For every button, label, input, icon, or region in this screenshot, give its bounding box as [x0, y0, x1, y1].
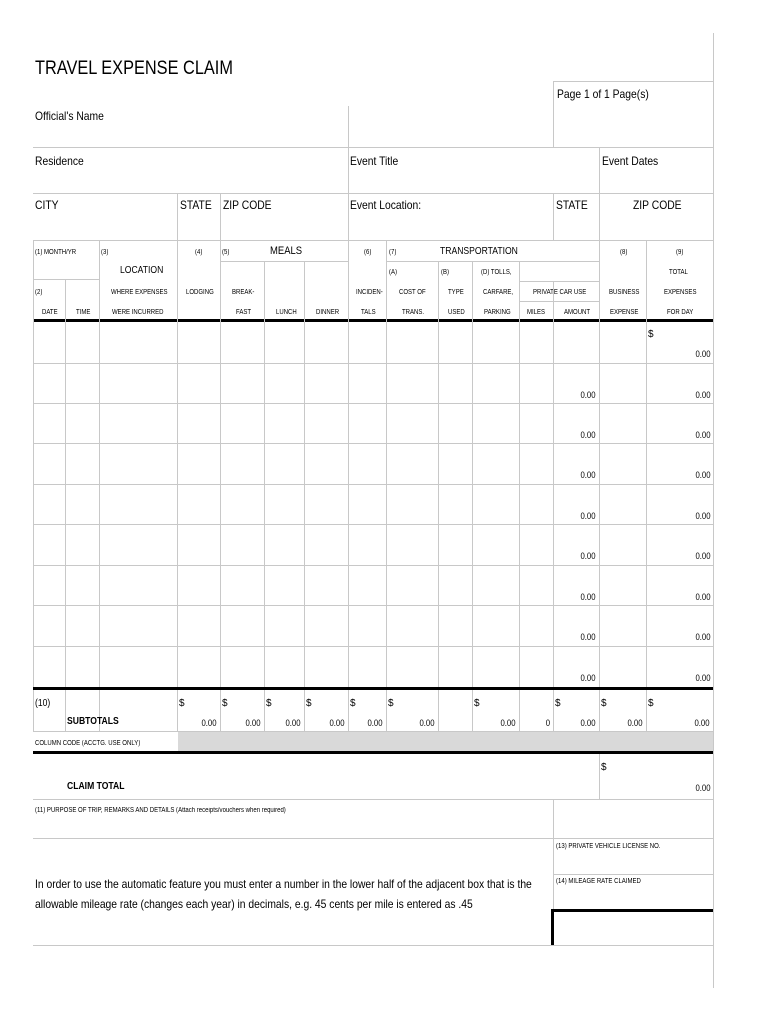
divider [348, 193, 349, 240]
instruction-line-1: In order to use the automatic feature you must enter a number in the lower half of the adjacent box that is the [35, 877, 532, 891]
divider [177, 193, 178, 240]
table-row[interactable] [33, 443, 713, 483]
mileage-input-edge [551, 909, 554, 945]
header-meals: MEALS [270, 245, 303, 257]
row-car-amount: 0.00 [580, 430, 596, 440]
mileage-rate-input[interactable] [556, 912, 711, 944]
row-total-for-day: 0.00 [695, 349, 711, 359]
header-n9: (9) [676, 249, 684, 256]
divider [33, 799, 713, 800]
header-n6: (6) [364, 249, 372, 256]
subtotal-dollar-sign: $ [179, 698, 185, 709]
subtotal-amount: 0.00 [580, 718, 596, 728]
row-car-amount: 0.00 [580, 673, 596, 683]
subtotal-business: 0.00 [627, 718, 643, 728]
row-total-for-day: 0.00 [695, 632, 711, 642]
state-label: STATE [180, 198, 212, 212]
table-row[interactable] [33, 605, 713, 645]
subtotal-total: 0.00 [694, 718, 710, 728]
claim-dollar: $ [601, 762, 607, 773]
row-car-amount: 0.00 [580, 551, 596, 561]
divider [33, 945, 713, 946]
divider [553, 193, 554, 240]
table-row[interactable] [33, 524, 713, 564]
header-lodging: LODGING [186, 289, 214, 296]
divider [519, 281, 599, 282]
row-total-for-day: 0.00 [695, 511, 711, 521]
header-lunch: LUNCH [276, 309, 297, 316]
residence-label: Residence [35, 154, 84, 168]
header-type: TYPE [448, 289, 464, 296]
divider [33, 193, 713, 194]
divider [553, 81, 554, 147]
header-dinner: DINNER [316, 309, 340, 316]
subtotal-dollar-sign: $ [648, 698, 654, 709]
subtotal-dinner: 0.00 [329, 718, 345, 728]
header-fast: FAST [236, 309, 252, 316]
officials-name-label: Official's Name [35, 109, 104, 123]
table-row[interactable] [33, 403, 713, 443]
table-row[interactable] [33, 322, 713, 362]
zip-code-label: ZIP CODE [223, 198, 272, 212]
header-inciden: INCIDEN- [356, 289, 383, 296]
subtotal-dollar-sign: $ [306, 698, 312, 709]
row-car-amount: 0.00 [580, 390, 596, 400]
column-code-rule [33, 751, 713, 754]
row-dollar-sign: $ [648, 329, 654, 340]
divider [220, 193, 221, 240]
header-cost-of: COST OF [399, 289, 426, 296]
header-n5: (5) [222, 249, 230, 256]
header-trans: TRANS. [402, 309, 425, 316]
header-date: DATE [42, 309, 58, 316]
header-n7: (7) [389, 249, 397, 256]
subtotal-tolls: 0.00 [500, 718, 516, 728]
subtotal-dollar-sign: $ [350, 698, 356, 709]
license-label: (13) PRIVATE VEHICLE LICENSE NO. [556, 843, 661, 850]
header-parking: PARKING [484, 309, 511, 316]
header-where-expenses: WHERE EXPENSES [111, 289, 168, 296]
divider [599, 754, 600, 800]
row-car-amount: 0.00 [580, 511, 596, 521]
header-n8: (8) [620, 249, 628, 256]
header-private-car-use: PRIVATE CAR USE [533, 289, 587, 296]
mileage-label: (14) MILEAGE RATE CLAIMED [556, 878, 641, 885]
header-used: USED [448, 309, 465, 316]
header-expenses: EXPENSES [664, 289, 697, 296]
row-total-for-day: 0.00 [695, 551, 711, 561]
divider [33, 147, 713, 148]
header-carfare: CARFARE, [483, 289, 514, 296]
city-label: CITY [35, 198, 59, 212]
divider [33, 279, 99, 280]
divider [348, 147, 349, 193]
header-d-tolls: (D) TOLLS, [481, 269, 512, 276]
row-car-amount: 0.00 [580, 592, 596, 602]
subtotal-dollar-sign: $ [601, 698, 607, 709]
subtotal-dollar-sign: $ [266, 698, 272, 709]
divider [599, 147, 600, 193]
header-business: BUSINESS [609, 289, 640, 296]
divider [599, 193, 600, 240]
row-total-for-day: 0.00 [695, 390, 711, 400]
instruction-line-2: allowable mileage rate (changes each year) in decimals, e.g. 45 cents per mile is entered as .45 [35, 897, 473, 911]
row-total-for-day: 0.00 [695, 592, 711, 602]
header-n2: (2) [35, 289, 43, 296]
event-location-label: Event Location: [350, 198, 422, 212]
page-edge [713, 33, 714, 988]
table-row[interactable] [33, 484, 713, 524]
header-location: LOCATION [120, 265, 164, 276]
divider [386, 261, 599, 262]
form-title: TRAVEL EXPENSE CLAIM [35, 58, 233, 79]
event-title-label: Event Title [350, 154, 399, 168]
subtotal-incidentals: 0.00 [367, 718, 383, 728]
table-row[interactable] [33, 646, 713, 686]
subtotals-label: SUBTOTALS [67, 716, 119, 727]
header-time: TIME [76, 309, 91, 316]
claim-total-value: 0.00 [695, 783, 711, 793]
header-miles: MILES [527, 309, 546, 316]
subtotal-dollar-sign: $ [222, 698, 228, 709]
header-break: BREAK- [232, 289, 255, 296]
divider [220, 261, 348, 262]
row-total-for-day: 0.00 [695, 673, 711, 683]
header-tals: TALS [361, 309, 376, 316]
subtotal-breakfast: 0.00 [245, 718, 261, 728]
header-month-yr: (1) MONTH/YR [35, 249, 77, 256]
divider [553, 874, 713, 875]
subtotal-miles: 0 [545, 718, 550, 728]
column-code-label: COLUMN CODE (ACCTG. USE ONLY) [35, 740, 141, 747]
divider [348, 106, 349, 147]
subtotal-top-rule [33, 687, 713, 690]
subtotal-dollar-sign: $ [388, 698, 394, 709]
row-total-for-day: 0.00 [695, 470, 711, 480]
subtotal-dollar-sign: $ [555, 698, 561, 709]
subtotal-n10: (10) [35, 698, 51, 709]
header-were-incurred: WERE INCURRED [112, 309, 164, 316]
event-dates-label: Event Dates [602, 154, 659, 168]
table-row[interactable] [33, 565, 713, 605]
claim-total-label: CLAIM TOTAL [67, 781, 125, 792]
divider [33, 838, 713, 839]
row-car-amount: 0.00 [580, 632, 596, 642]
header-for-day: FOR DAY [667, 309, 694, 316]
row-total-for-day: 0.00 [695, 430, 711, 440]
page-info: Page 1 of 1 Page(s) [557, 87, 649, 101]
header-b: (B) [441, 269, 450, 276]
divider [33, 240, 713, 241]
header-expense: EXPENSE [610, 309, 639, 316]
subtotal-lunch: 0.00 [285, 718, 301, 728]
header-total: TOTAL [669, 269, 688, 276]
subtotal-lodging: 0.00 [201, 718, 217, 728]
column-code-area [178, 732, 713, 751]
header-n4: (4) [195, 249, 203, 256]
header-transportation: TRANSPORTATION [440, 246, 518, 257]
header-a: (A) [389, 269, 398, 276]
subtotal-cost-of-trans: 0.00 [419, 718, 435, 728]
divider [519, 301, 599, 302]
divider [553, 81, 713, 82]
subtotal-dollar-sign: $ [474, 698, 480, 709]
row-car-amount: 0.00 [580, 470, 596, 480]
table-row[interactable] [33, 363, 713, 403]
state2-label: STATE [556, 198, 588, 212]
header-n3: (3) [101, 249, 109, 256]
zip-code2-label: ZIP CODE [633, 198, 682, 212]
purpose-label: (11) PURPOSE OF TRIP, REMARKS AND DETAILS (Attach receipts/vouchers when required) [35, 807, 286, 814]
header-amount: AMOUNT [564, 309, 591, 316]
